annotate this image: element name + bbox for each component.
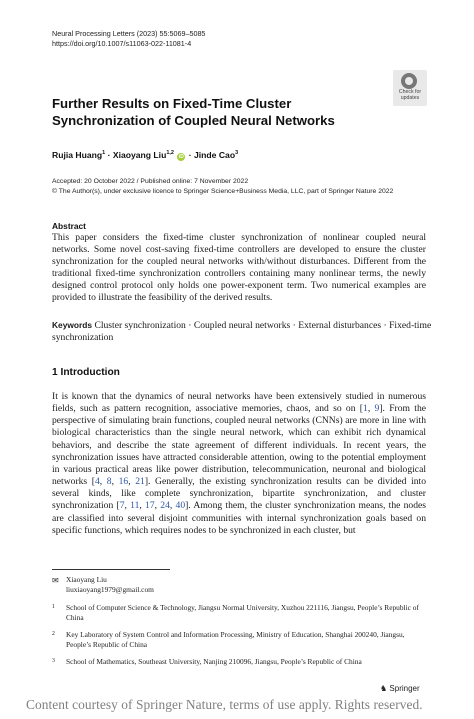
abstract-heading: Abstract [52,221,86,231]
author-affiliation-marker: 1 [102,150,106,157]
keywords-label: Keywords [52,320,93,330]
footnote-divider [52,569,170,570]
citation-link[interactable]: 40 [175,500,186,512]
author-affiliation-marker: 1,2 [166,150,174,157]
check-badge-line1: Check for [398,89,422,95]
check-for-updates-badge[interactable] [393,70,427,106]
citation-link[interactable]: 1 [363,403,368,415]
corresponding-author [66,575,154,594]
affiliation-2: Key Laboratory of System Control and Information Processing, Ministry of Education, Shanghai 200240, Jiangsu, People’s Republic of China [66,630,405,649]
check-badge-line2: updates [400,95,420,101]
keywords [52,319,432,344]
abstract-text: This paper considers the fixed-time cluster synchronization of nonlinear coupled neural networks. Some novel cost-saving fixed-time controllers are developed to ensure the cluster synchronization for the coupled neural networks with/without disturbances. Different from the traditional fixed-time synchronization controllers containing many nonlinear terms, the newly designed control protocol only holds one power-exponent term. Two numerical examples are provided to illustrate the feasibility of the derived results. [52,232,426,304]
author-name[interactable]: Rujia Huang [52,150,103,160]
publisher-logo [380,684,420,693]
paper-title: Further Results on Fixed-Time Cluster Synchronization of Coupled Neural Networks [52,96,335,128]
citation-link[interactable]: 8 [106,476,112,488]
accepted-published-dates: Accepted: 20 October 2022 / Published online: 7 November 2022 [52,178,249,185]
citation-link[interactable]: 9 [374,403,380,415]
keywords-text: Cluster synchronization · Coupled neural networks · External disturbances · Fixed-time synchronization [52,320,432,344]
introduction-paragraph: It is known that the dynamics of neural networks have been extensively studied in numerous fields, such as pattern recognition, associative memories, chaos, and so on [1, 9]. From the perspective of simulating brain functions, coupled neural networks (CNNs) are more in line with biological characteristics than the single neural network, which can exhibit rich dynamical behaviors, and describe the state agreement of different individuals. In recent years, the synchronization issues have attracted considerable attention, owing to the potential employment in various practical areas like power distribution, telecommunication, neuronal and biological networks [4, 8, 16, 21]. Generally, the existing synchronization results can be divided into several kinds, like complete synchronization, bipartite synchronization, and cluster synchronization [7, 11, 17, 24, 40]. Among them, the cluster synchronization means, the nodes are classified into several disjoint communities with internal synchronization goals based on specific functions, which requires nodes to be synchronized in each cluster, but [52,391,427,536]
author-affiliation-marker: 3 [235,150,239,157]
contact-email[interactable]: liuxiaoyang1979@gmail.com [66,584,154,594]
publisher-name: Springer [389,684,420,693]
journal-citation: Neural Processing Letters (2023) 55:5069–5085 [52,29,206,38]
citation-link[interactable]: 11 [130,500,140,512]
orcid-icon[interactable]: iD [178,154,184,160]
author-list: Rujia Huang$^1$ · Xiaoyang Liu$^{1,2}$ iD · Jinde Cao$^3$ [52,150,239,160]
doi-link[interactable]: https://doi.org/10.1007/s11063-022-11081-4 [52,39,192,48]
affiliation-number: 1 [52,604,55,610]
citation-link[interactable]: 7 [119,500,125,512]
author-name[interactable]: Xiaoyang Liu [112,150,167,160]
citation-link[interactable]: 4 [94,476,100,488]
citation-link[interactable]: 17 [145,500,155,512]
publication-dates [52,177,393,196]
springer-horse-icon: ♞ [380,684,388,693]
courtesy-notice: Content courtesy of Springer Nature, terms of use apply. Rights reserved. [26,697,423,712]
affiliation-3: School of Mathematics, Southeast University, Nanjing 210096, Jiangsu, People’s Republic of China [66,657,362,666]
citation-link[interactable]: 24 [160,500,170,512]
contact-name: Xiaoyang Liu [66,575,107,584]
envelope-icon: ✉ [52,576,59,585]
journal-header [52,29,205,49]
check-updates-icon [401,73,417,89]
copyright-notice: © The Author(s), under exclusive licence to Springer Science+Business Media, LLC, part of Springer Nature 2022 [52,187,394,195]
section-heading: 1 Introduction [52,367,120,378]
affiliation-1: School of Computer Science & Technology, Jiangsu Normal University, Xuzhou 221116, Jiangsu, People’s Republic of China [66,603,419,622]
affiliation-number: 3 [52,658,55,664]
citation-link[interactable]: 16 [118,476,129,488]
affiliation-number: 2 [52,631,55,637]
citation-link[interactable]: 21 [135,476,145,488]
author-name[interactable]: Jinde Cao [194,150,236,160]
